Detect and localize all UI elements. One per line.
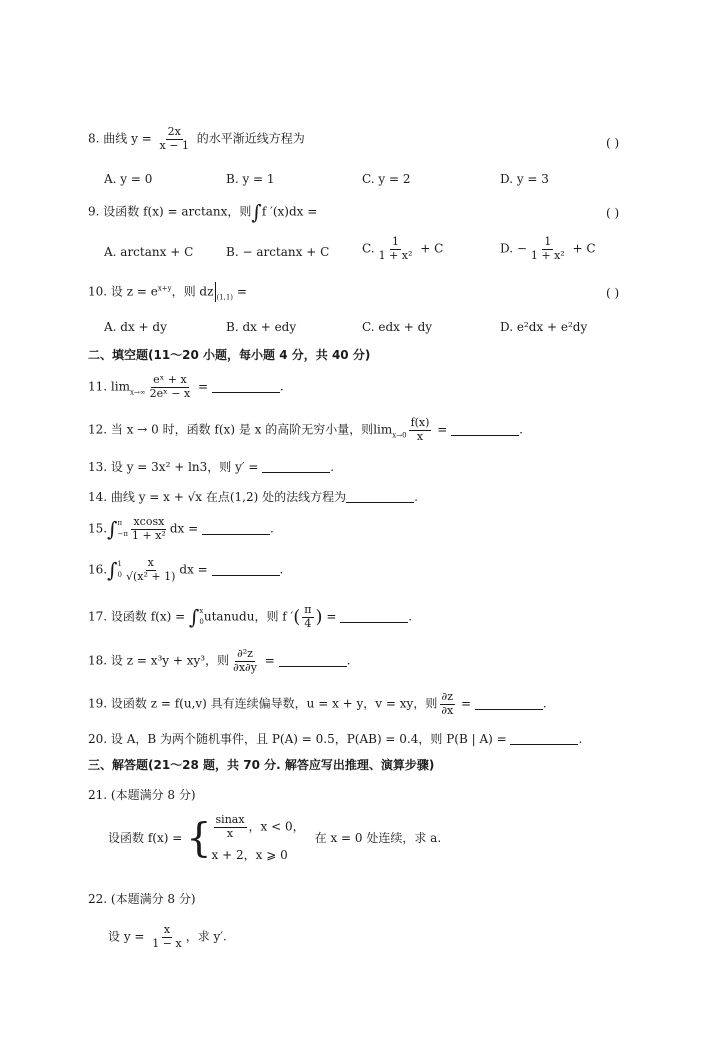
q15-den: 1 + x²: [131, 528, 166, 542]
left-paren: (: [293, 606, 301, 628]
q19-equals: =: [457, 696, 475, 711]
q9-c-den: 1 + x²: [378, 248, 413, 262]
q9-d-num: 1: [544, 235, 552, 248]
q12-text: 12. 当 x → 0 时，函数 f(x) 是 x 的高阶无穷小量，则lim: [88, 422, 393, 437]
q15-end: .: [269, 521, 274, 536]
q11-lim: 11. lim: [88, 379, 130, 394]
q9-option-d-fraction: [529, 236, 567, 262]
section-3-heading: 三、解答题(21～28 题，共 70 分. 解答应写出推理、演算步骤): [88, 758, 435, 772]
q8-option-c: C. y = 2: [362, 172, 411, 186]
q12-end: .: [519, 422, 523, 437]
q22-den: 1 − x: [152, 936, 182, 950]
q19-num: ∂z: [441, 690, 454, 703]
q9-d-den: 1 + x²: [530, 248, 565, 262]
question-13: [88, 460, 334, 474]
question-21-title: 21. (本题满分 8 分): [88, 788, 196, 802]
q21-case1-num: sinax: [215, 813, 245, 826]
q21-case-2: x + 2，x ⩾ 0: [211, 848, 288, 863]
q12-lim-sub: x→0: [392, 431, 407, 440]
left-brace: {: [186, 815, 212, 862]
q9-option-d: [500, 236, 596, 262]
question-18: [88, 648, 350, 674]
q15-dx: dx =: [169, 521, 202, 536]
answer-blank[interactable]: [202, 522, 270, 535]
q9-stem-text-2: f ′(x)dx =: [261, 204, 318, 219]
q17-text: 17. 设函数 f(x) =: [88, 609, 189, 624]
q11-end: .: [279, 379, 284, 394]
q17-upper-limit: x: [199, 606, 204, 615]
q8-frac-den: x − 1: [159, 138, 189, 152]
q9-option-b: B. − arctanx + C: [226, 245, 330, 259]
answer-blank[interactable]: [475, 697, 543, 710]
q8-fraction: [158, 126, 191, 152]
q17-lower-limit: 0: [199, 618, 204, 627]
q17-num: π: [304, 603, 312, 616]
q20-end: .: [578, 732, 583, 746]
q16-limits: [118, 559, 122, 581]
q18-fraction: [231, 648, 259, 674]
q9-option-c: [362, 236, 443, 262]
q16-number: 16.: [88, 562, 108, 577]
q9-option-c-label: C.: [362, 241, 375, 256]
answer-blank[interactable]: [340, 610, 408, 623]
q15-num: xcosx: [133, 515, 165, 528]
question-12: [88, 417, 523, 443]
q15-number: 15.: [88, 521, 108, 536]
q8-stem-text-2: 的水平渐近线方程为: [192, 131, 305, 146]
question-16: [88, 557, 283, 583]
q18-end: .: [346, 653, 351, 668]
q9-c-num: 1: [391, 235, 399, 248]
question-22-title: 22. (本题满分 8 分): [88, 892, 196, 906]
q9-option-a: A. arctanx + C: [104, 245, 194, 259]
q8-option-d: D. y = 3: [500, 172, 549, 186]
q15-limits: [118, 518, 128, 540]
q9-c-suffix: + C: [416, 241, 444, 256]
integral-sign: ∫: [107, 558, 118, 583]
q12-equals: =: [433, 422, 452, 437]
answer-blank[interactable]: [451, 423, 519, 436]
q17-equals: =: [322, 609, 341, 624]
q19-fraction: [439, 691, 455, 717]
q9-d-suffix: + C: [568, 241, 596, 256]
q9-option-c-fraction: [377, 236, 415, 262]
integral-sign: ∫: [188, 605, 200, 630]
q8-stem-text: 8. 曲线 y =: [88, 131, 156, 146]
question-20: [88, 732, 582, 746]
q16-num: x: [147, 556, 154, 569]
answer-blank[interactable]: [346, 490, 414, 503]
q10-stem-text-2: ，则 dz: [171, 284, 214, 299]
answer-blank[interactable]: [510, 732, 578, 745]
q8-frac-num: 2x: [167, 125, 181, 138]
q18-num: ∂²z: [237, 647, 253, 660]
q10-option-a: A. dx + dy: [104, 320, 167, 334]
q21-text: 设函数 f(x) =: [108, 831, 187, 846]
q12-den: x: [416, 429, 424, 443]
q16-lower-limit: 0: [117, 571, 122, 580]
q22-text: 设 y =: [108, 929, 149, 944]
q10-eval-point: (1,1): [216, 293, 234, 302]
q11-lim-sub: x→∞: [129, 388, 146, 397]
q18-equals: =: [260, 653, 279, 668]
q22-text-2: ，求 y′.: [185, 929, 227, 944]
q10-stem-text-3: =: [233, 284, 247, 299]
q10-option-d: D. e²dx + e²dy: [500, 320, 588, 334]
q15-fraction: [130, 516, 168, 542]
answer-blank[interactable]: [262, 460, 330, 473]
q15-lower-limit: −π: [117, 530, 128, 539]
question-22-body: [108, 924, 227, 950]
right-paren: ): [315, 606, 323, 628]
q16-dx: dx =: [179, 562, 212, 577]
q17-fraction: [302, 604, 313, 630]
q11-den: 2eˣ − x: [149, 386, 191, 400]
question-19: [88, 691, 547, 717]
q11-fraction: [148, 374, 193, 400]
q19-end: .: [542, 696, 547, 711]
q16-den: √(x² + 1): [125, 569, 176, 583]
q16-upper-limit: 1: [117, 559, 122, 568]
q19-den: ∂x: [441, 703, 454, 717]
q11-equals: =: [194, 379, 212, 394]
q10-answer-paren: ( ): [606, 286, 620, 300]
q22-fraction: [150, 924, 183, 950]
q21-case1-fraction: [214, 814, 247, 840]
answer-blank[interactable]: [212, 563, 280, 576]
answer-blank[interactable]: [279, 654, 347, 667]
q21-case1-cond: ，x < 0，: [248, 819, 305, 834]
q9-option-d-label: D. −: [500, 241, 527, 256]
question-17: [88, 604, 412, 630]
question-11: [88, 374, 284, 400]
q13-text: 13. 设 y = 3x² + ln3，则 y′ =: [88, 460, 263, 474]
question-14: [88, 490, 418, 504]
q21-case1-den: x: [226, 826, 234, 840]
q9-stem-text: 9. 设函数 f(x) = arctanx，则: [88, 204, 252, 219]
q17-end: .: [408, 609, 413, 624]
q20-text: 20. 设 A，B 为两个随机事件，且 P(A) = 0.5，P(AB) = 0.4，则 P(B | A) =: [88, 732, 511, 746]
question-8-stem: [88, 126, 305, 152]
answer-blank[interactable]: [212, 380, 280, 393]
q18-text: 18. 设 z = x³y + xy³，则: [88, 653, 230, 668]
q12-num: f(x): [410, 416, 430, 429]
q8-answer-paren: ( ): [606, 136, 620, 150]
integral-sign: ∫: [251, 200, 262, 224]
q15-upper-limit: π: [117, 518, 123, 527]
q19-text: 19. 设函数 z = f(u,v) 具有连续偏导数，u = x + y，v = xy，则: [88, 696, 438, 711]
question-21-body: [108, 814, 441, 863]
q8-option-b: B. y = 1: [226, 172, 275, 186]
question-15: [88, 516, 274, 542]
question-10-stem: [88, 282, 247, 302]
question-9-stem: [88, 200, 317, 224]
section-2-heading: 二、填空题(11～20 小题，每小题 4 分，共 40 分): [88, 348, 371, 362]
q21-piecewise-cases: [212, 814, 305, 863]
q8-option-a: A. y = 0: [104, 172, 153, 186]
q17-text-2: utanudu，则 f ′: [203, 609, 294, 624]
q17-den: 4: [304, 616, 312, 630]
q12-fraction: [409, 417, 432, 443]
q10-stem-text: 10. 设 z = e: [88, 284, 158, 299]
integral-sign: ∫: [107, 517, 118, 542]
q10-option-c: C. edx + dy: [362, 320, 433, 334]
q16-end: .: [279, 562, 284, 577]
q16-fraction: [124, 557, 177, 583]
q14-text: 14. 曲线 y = x + √x 在点(1,2) 处的法线方程为: [88, 490, 347, 504]
q9-answer-paren: ( ): [606, 206, 620, 220]
q14-end: .: [414, 490, 418, 504]
q11-num: eˣ + x: [153, 373, 187, 386]
q21-text-2: 在 x = 0 处连续，求 a.: [314, 831, 442, 846]
q18-den: ∂x∂y: [233, 660, 257, 674]
q21-case-1: [212, 814, 305, 840]
q10-option-b: B. dx + edy: [226, 320, 297, 334]
q22-num: x: [163, 923, 171, 936]
q13-end: .: [330, 460, 335, 474]
q10-exponent: x+y: [157, 284, 172, 293]
